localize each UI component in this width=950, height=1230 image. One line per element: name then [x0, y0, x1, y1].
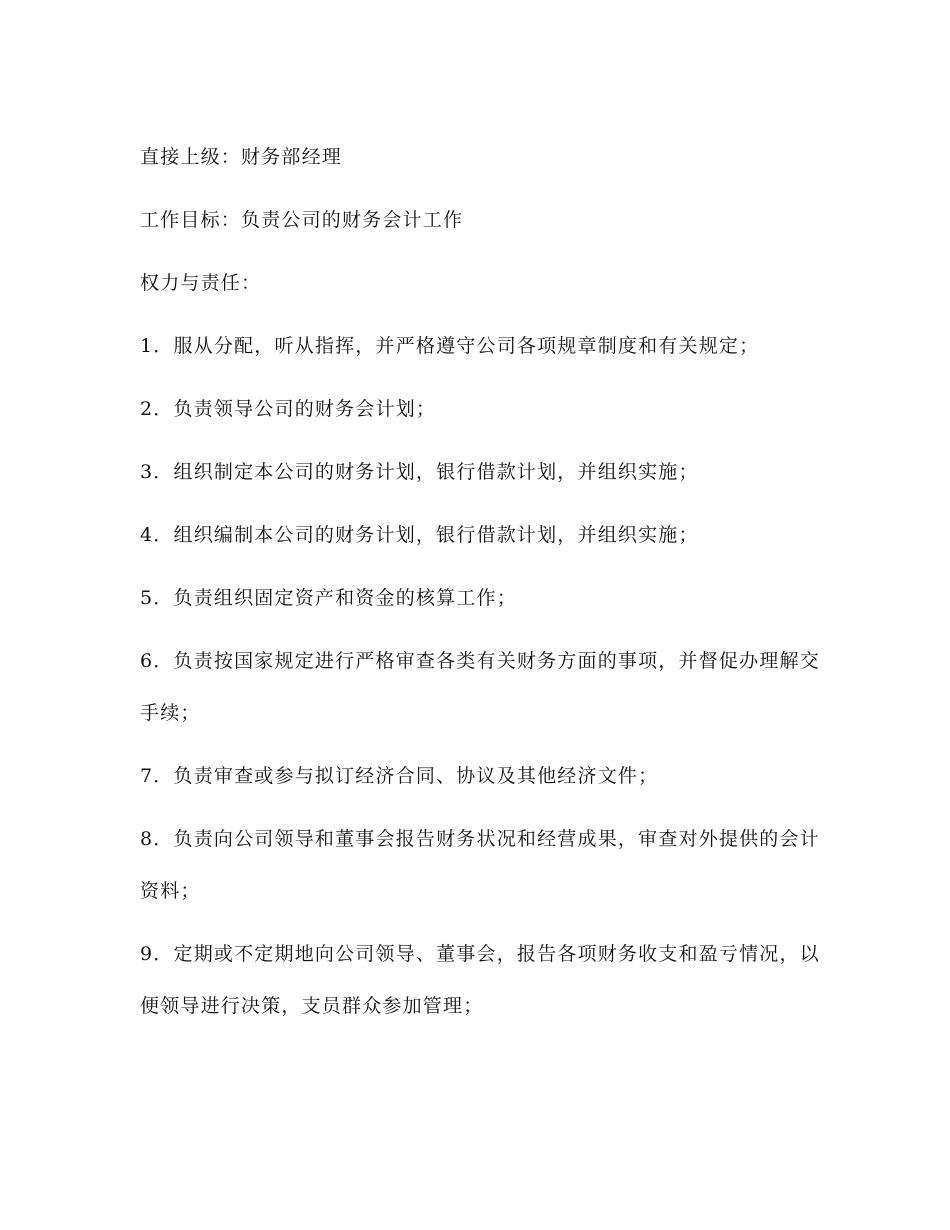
section-heading: 权力与责任： — [140, 272, 262, 294]
supervisor-line: 直接上级：财务部经理 — [140, 146, 343, 168]
responsibility-item-4: 4．组织编制本公司的财务计划，银行借款计划，并组织实施； — [140, 524, 699, 546]
document-body — [140, 140, 820, 1052]
responsibility-item-7: 7．负责审查或参与拟订经济合同、协议及其他经济文件； — [140, 765, 659, 787]
responsibility-item-2: 2．负责领导公司的财务会计划； — [140, 398, 437, 420]
responsibility-item-1: 1．服从分配，听从指挥，并严格遵守公司各项规章制度和有关规定； — [140, 335, 760, 357]
responsibility-item-8: 8．负责向公司领导和董事会报告财务状况和经营成果，审查对外提供的会计资料； — [140, 828, 820, 902]
responsibility-item-5: 5．负责组织固定资产和资金的核算工作； — [140, 587, 517, 609]
responsibility-item-3: 3．组织制定本公司的财务计划，银行借款计划，并组织实施； — [140, 461, 699, 483]
work-goal-line: 工作目标：负责公司的财务会计工作 — [140, 209, 464, 231]
responsibility-item-9: 9．定期或不定期地向公司领导、董事会，报告各项财务收支和盈亏情况，以便领导进行决策，支员群众参加管理； — [140, 943, 820, 1017]
responsibility-item-6: 6．负责按国家规定进行严格审查各类有关财务方面的事项，并督促办理解交手续； — [140, 650, 820, 724]
